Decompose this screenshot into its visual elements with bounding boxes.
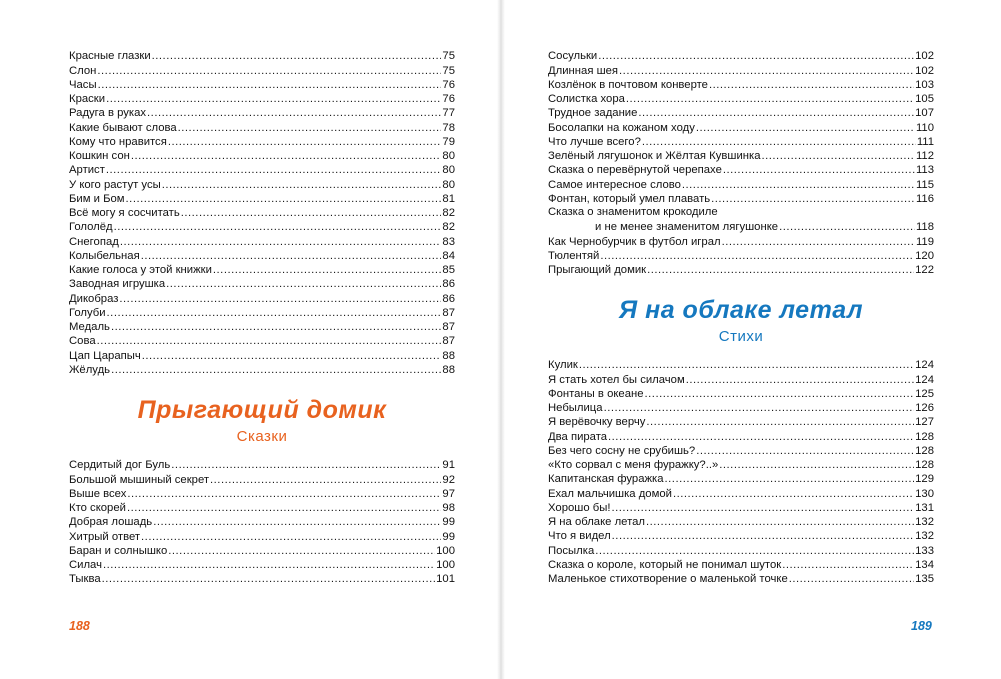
toc-entry (69, 149, 455, 163)
toc-entry (548, 92, 934, 106)
dot-leader (97, 335, 442, 348)
toc-entry-title: Голуби (69, 306, 106, 319)
dot-leader (102, 573, 436, 586)
dot-leader (782, 559, 914, 572)
dot-leader (97, 65, 441, 78)
dot-leader (789, 573, 914, 586)
section-subtitle: Стихи (718, 328, 764, 345)
toc-entry-title: Кулик (548, 359, 578, 372)
toc-entry-title: Слон (69, 64, 97, 77)
toc-entry-title: Красные глазки (69, 50, 151, 63)
toc-entry-title: Добрая лошадь (69, 516, 153, 529)
toc-entry-title: Два пирата (548, 430, 608, 443)
toc-entry-page: 134 (915, 558, 934, 571)
left-page-toc-top (69, 49, 455, 377)
toc-entry (69, 277, 455, 291)
dot-leader (608, 431, 914, 444)
toc-entry (548, 106, 934, 120)
toc-entry-title: Выше всех (69, 487, 127, 500)
toc-entry-title: Небылица (548, 402, 603, 414)
toc-entry-title: Прыгающий домик (548, 264, 647, 276)
left-page-toc-bottom (69, 458, 455, 586)
toc-entry (548, 572, 934, 586)
toc-entry-page: 79 (442, 135, 455, 148)
dot-leader (171, 459, 441, 472)
section-title: Прыгающий домик (137, 396, 387, 424)
dot-leader (779, 221, 915, 234)
toc-entry (548, 415, 934, 429)
toc-entry-title: Сказка о короле, который не понимал шуток (548, 558, 782, 571)
toc-entry-page: 128 (915, 430, 934, 443)
toc-entry-page: 130 (915, 487, 934, 500)
toc-entry-page: 135 (915, 573, 934, 585)
toc-entry-page: 83 (442, 235, 455, 248)
dot-leader (619, 65, 914, 78)
toc-entry-title: Без чего сосну не срубишь? (548, 444, 696, 457)
toc-entry (69, 487, 455, 501)
toc-entry (548, 543, 934, 557)
toc-entry-title: Босолапки на кожаном ходу (548, 121, 695, 134)
right-page-toc-bottom (548, 358, 934, 586)
toc-entry-page: 76 (442, 93, 455, 105)
toc-entry-title: Часы (69, 78, 97, 91)
toc-entry (548, 234, 934, 248)
toc-entry-page: 125 (915, 387, 934, 400)
toc-entry (548, 220, 934, 234)
toc-entry (69, 472, 455, 486)
toc-entry-title: Сказка о знаменитом крокодиле (548, 205, 718, 218)
toc-entry-title: Что я видел (548, 530, 611, 543)
dot-leader (646, 516, 914, 529)
toc-entry-title: Посылка (548, 544, 595, 557)
toc-entry (548, 49, 934, 63)
toc-entry (548, 387, 934, 401)
dot-leader (647, 264, 914, 277)
toc-entry-page: 128 (915, 459, 934, 471)
toc-entry-page: 132 (915, 530, 934, 543)
toc-entry-page: 126 (915, 402, 934, 414)
left-section-header (69, 396, 455, 445)
toc-entry-title: Фонтан, который умел плавать (548, 192, 711, 205)
toc-entry (69, 320, 455, 334)
toc-entry-title: Какие голоса у этой книжки (69, 264, 212, 276)
toc-entry-title: Козлёнок в почтовом конверте (548, 78, 708, 91)
dot-leader (114, 221, 442, 234)
dot-leader (638, 107, 914, 120)
dot-leader (168, 545, 435, 558)
toc-entry-page: 82 (442, 221, 455, 234)
toc-entry (548, 401, 934, 415)
toc-entry (69, 206, 455, 220)
dot-leader (119, 293, 441, 306)
toc-entry (69, 249, 455, 263)
toc-entry (69, 192, 455, 206)
dot-leader (604, 402, 915, 415)
dot-leader (762, 150, 915, 163)
toc-entry-page: 99 (442, 530, 455, 543)
toc-entry-title: Кто скорей (69, 502, 126, 514)
toc-entry (69, 92, 455, 106)
toc-entry-title: Тюлентяй (548, 249, 600, 262)
toc-entry (548, 558, 934, 572)
toc-entry-page: 124 (915, 359, 934, 372)
dot-leader (141, 531, 441, 544)
toc-entry-title: Гололёд (69, 221, 113, 234)
dot-leader (168, 136, 442, 149)
toc-entry (548, 149, 934, 163)
toc-entry-title: Длинная шея (548, 64, 619, 77)
section-subtitle: Сказки (236, 428, 288, 445)
book-fold (497, 0, 505, 679)
toc-entry (69, 363, 455, 377)
dot-leader (213, 264, 442, 277)
dot-leader (642, 136, 916, 149)
toc-entry (548, 501, 934, 515)
toc-entry (548, 63, 934, 77)
toc-entry (69, 458, 455, 472)
toc-entry (69, 234, 455, 248)
toc-entry-title: Фонтаны в океане (548, 387, 644, 400)
toc-entry-title: У кого растут усы (69, 178, 161, 191)
toc-entry-page: 82 (442, 207, 455, 219)
toc-entry-page: 87 (442, 321, 455, 333)
toc-entry-page: 97 (442, 487, 455, 500)
dot-leader (210, 474, 441, 487)
toc-entry-page: 132 (915, 516, 934, 528)
toc-entry-page: 88 (442, 349, 455, 362)
dot-leader (709, 79, 914, 92)
toc-entry-title: Хорошо бы! (548, 501, 611, 514)
dot-leader (103, 559, 435, 572)
dot-leader (166, 278, 441, 291)
toc-entry (69, 334, 455, 348)
toc-entry-page: 116 (915, 192, 934, 205)
toc-entry-title: Баран и солнышко (69, 544, 168, 557)
toc-entry-title: Силач (69, 559, 102, 571)
toc-entry-title: Тыква (69, 573, 101, 586)
toc-entry-page: 133 (915, 544, 934, 557)
toc-entry (548, 78, 934, 92)
toc-entry-title: «Кто сорвал с меня фуражку?..» (548, 459, 719, 471)
toc-entry (548, 206, 934, 220)
toc-entry-title: Заводная игрушка (69, 278, 166, 291)
toc-entry (548, 192, 934, 206)
toc-entry-title: Хитрый ответ (69, 530, 141, 543)
toc-entry-page: 101 (436, 573, 455, 586)
dot-leader (645, 388, 915, 401)
toc-entry-page: 119 (915, 235, 934, 248)
toc-entry-page: 91 (442, 459, 455, 472)
dot-leader (719, 459, 914, 472)
toc-entry (69, 163, 455, 177)
toc-entry (69, 135, 455, 149)
dot-leader (723, 164, 915, 177)
toc-entry-page: 76 (442, 78, 455, 91)
toc-entry-title: Трудное задание (548, 107, 638, 120)
toc-entry (69, 291, 455, 305)
toc-entry-title: Сказка о перевёрнутой черепахе (548, 164, 722, 177)
toc-entry-title: Какие бывают слова (69, 121, 177, 134)
toc-entry-title: Солистка хора (548, 93, 625, 105)
dot-leader (111, 321, 441, 334)
dot-leader (611, 502, 914, 515)
toc-entry-title: Кошкин сон (69, 150, 130, 162)
dot-leader (107, 307, 442, 320)
toc-entry (548, 177, 934, 191)
toc-entry-page: 118 (915, 221, 934, 234)
toc-list (69, 458, 455, 586)
dot-leader (612, 530, 914, 543)
toc-entry (548, 486, 934, 500)
toc-entry-page: 122 (915, 264, 934, 276)
toc-entry-title: Сердитый дог Буль (69, 459, 171, 472)
dot-leader (106, 164, 442, 177)
page-number-left: 188 (69, 619, 90, 633)
dot-leader (147, 107, 441, 120)
toc-entry-page: 87 (442, 306, 455, 319)
dot-leader (722, 236, 915, 249)
toc-entry-title: Снегопад (69, 235, 119, 248)
toc-entry (548, 263, 934, 277)
toc-entry-page: 112 (915, 150, 934, 162)
toc-entry (69, 529, 455, 543)
dot-leader (696, 122, 915, 135)
dot-leader (673, 488, 914, 501)
dot-leader (665, 473, 915, 486)
dot-leader (120, 236, 442, 249)
toc-entry (548, 135, 934, 149)
toc-list (548, 49, 934, 277)
toc-entry-title: Всё могу я сосчитать (69, 207, 180, 219)
toc-entry-page: 102 (915, 64, 934, 77)
toc-entry-title: Жёлудь (69, 363, 111, 376)
toc-entry-title: Я верёвочку верчу (548, 416, 646, 429)
toc-entry-title: Ехал мальчишка домой (548, 487, 672, 500)
dot-leader (686, 374, 914, 387)
toc-entry-title: Самое интересное слово (548, 178, 681, 191)
toc-entry-page: 102 (915, 50, 934, 63)
toc-entry-page: 107 (915, 107, 934, 120)
toc-entry-page: 80 (442, 178, 455, 191)
toc-entry (548, 120, 934, 134)
toc-entry-title: Как Чернобурчик в футбол играл (548, 235, 721, 248)
toc-entry (69, 515, 455, 529)
toc-entry-page: 87 (442, 335, 455, 348)
dot-leader (98, 79, 442, 92)
dot-leader (106, 93, 441, 106)
toc-entry-page: 100 (436, 559, 455, 571)
toc-entry (69, 348, 455, 362)
toc-entry-page: 86 (442, 278, 455, 291)
section-title: Я на облаке летал (618, 296, 864, 324)
toc-entry-title: Колыбельная (69, 249, 140, 262)
toc-entry-title: Зелёный лягушонок и Жёлтая Кувшинка (548, 150, 761, 162)
toc-entry-title: Кому что нравится (69, 135, 167, 148)
toc-entry-page: 80 (442, 164, 455, 177)
toc-entry (69, 49, 455, 63)
toc-entry-page: 98 (442, 502, 455, 514)
toc-entry-page: 85 (442, 264, 455, 276)
toc-entry-page: 124 (915, 373, 934, 386)
dot-leader (152, 50, 442, 63)
toc-entry (69, 306, 455, 320)
dot-leader (111, 364, 441, 377)
toc-entry (548, 163, 934, 177)
toc-entry (69, 501, 455, 515)
toc-entry-page: 110 (915, 121, 934, 134)
toc-entry-page: 103 (915, 78, 934, 91)
toc-entry (548, 458, 934, 472)
right-page-toc-top (548, 49, 934, 277)
toc-entry-title: Бим и Бом (69, 192, 125, 205)
right-section-header (548, 296, 934, 345)
page-number-right: 189 (911, 619, 932, 633)
toc-entry-page: 92 (442, 473, 455, 486)
toc-entry (69, 558, 455, 572)
toc-entry (548, 249, 934, 263)
dot-leader (626, 93, 914, 106)
toc-entry-page: 131 (915, 501, 934, 514)
toc-entry-page: 120 (915, 249, 934, 262)
toc-entry (69, 220, 455, 234)
dot-leader (682, 179, 915, 192)
dot-leader (126, 193, 442, 206)
dot-leader (131, 150, 442, 163)
dot-leader (711, 193, 915, 206)
toc-entry-page: 113 (915, 164, 934, 177)
dot-leader (598, 50, 914, 63)
toc-entry-title: Радуга в руках (69, 107, 147, 120)
toc-entry-title: и не менее знаменитом лягушонке (595, 221, 779, 234)
toc-entry-page: 86 (442, 292, 455, 305)
dot-leader (181, 207, 442, 220)
toc-entry-title: Сосульки (548, 50, 598, 63)
toc-entry-page: 75 (442, 64, 455, 77)
toc-entry-page: 100 (436, 544, 455, 557)
toc-entry-title: Сова (69, 335, 96, 348)
toc-entry-page: 84 (442, 249, 455, 262)
toc-entry-title: Дикобраз (69, 292, 119, 305)
dot-leader (600, 250, 914, 263)
dot-leader (646, 416, 914, 429)
dot-leader (141, 250, 442, 263)
toc-entry-page: 128 (915, 444, 934, 457)
toc-entry (548, 358, 934, 372)
dot-leader (127, 488, 441, 501)
toc-entry (548, 515, 934, 529)
toc-entry (548, 444, 934, 458)
toc-entry-title: Медаль (69, 321, 110, 333)
toc-entry (548, 472, 934, 486)
toc-list (69, 49, 455, 377)
toc-entry-page: 75 (442, 50, 455, 63)
dot-leader (162, 179, 442, 192)
dot-leader (579, 359, 914, 372)
toc-entry (69, 263, 455, 277)
toc-entry (548, 429, 934, 443)
toc-entry-page: 80 (442, 150, 455, 162)
toc-entry-title: Капитанская фуражка (548, 473, 664, 486)
toc-entry (69, 572, 455, 586)
dot-leader (127, 502, 441, 515)
toc-entry (548, 372, 934, 386)
toc-entry-page: 127 (915, 416, 934, 429)
toc-entry (69, 63, 455, 77)
toc-entry (69, 106, 455, 120)
toc-entry-title: Что лучше всего? (548, 135, 641, 148)
toc-entry-page: 88 (442, 363, 455, 376)
toc-entry-title: Маленькое стихотворение о маленькой точке (548, 573, 788, 585)
toc-list (548, 358, 934, 586)
toc-entry-title: Артист (69, 164, 105, 177)
dot-leader (178, 122, 442, 135)
toc-entry-page: 115 (915, 178, 934, 191)
toc-entry-title: Цап Царапыч (69, 349, 141, 362)
toc-entry-page: 129 (915, 473, 934, 486)
dot-leader (153, 516, 441, 529)
toc-entry-page: 78 (442, 121, 455, 134)
toc-entry-title: Я на облаке летал (548, 516, 645, 528)
toc-entry-page: 81 (442, 192, 455, 205)
toc-entry (69, 78, 455, 92)
dot-leader (696, 445, 914, 458)
toc-entry-title: Большой мышиный секрет (69, 473, 210, 486)
toc-entry-page: 105 (915, 93, 934, 105)
toc-entry-page: 77 (442, 107, 455, 120)
toc-entry (548, 529, 934, 543)
dot-leader (142, 350, 442, 363)
toc-entry (69, 120, 455, 134)
toc-entry-title: Краски (69, 93, 106, 105)
dot-leader (595, 545, 914, 558)
toc-entry-page: 99 (442, 516, 455, 529)
toc-entry (69, 544, 455, 558)
toc-entry-page: 111 (916, 135, 934, 148)
toc-entry (69, 177, 455, 191)
toc-entry-title: Я стать хотел бы силачом (548, 373, 685, 386)
